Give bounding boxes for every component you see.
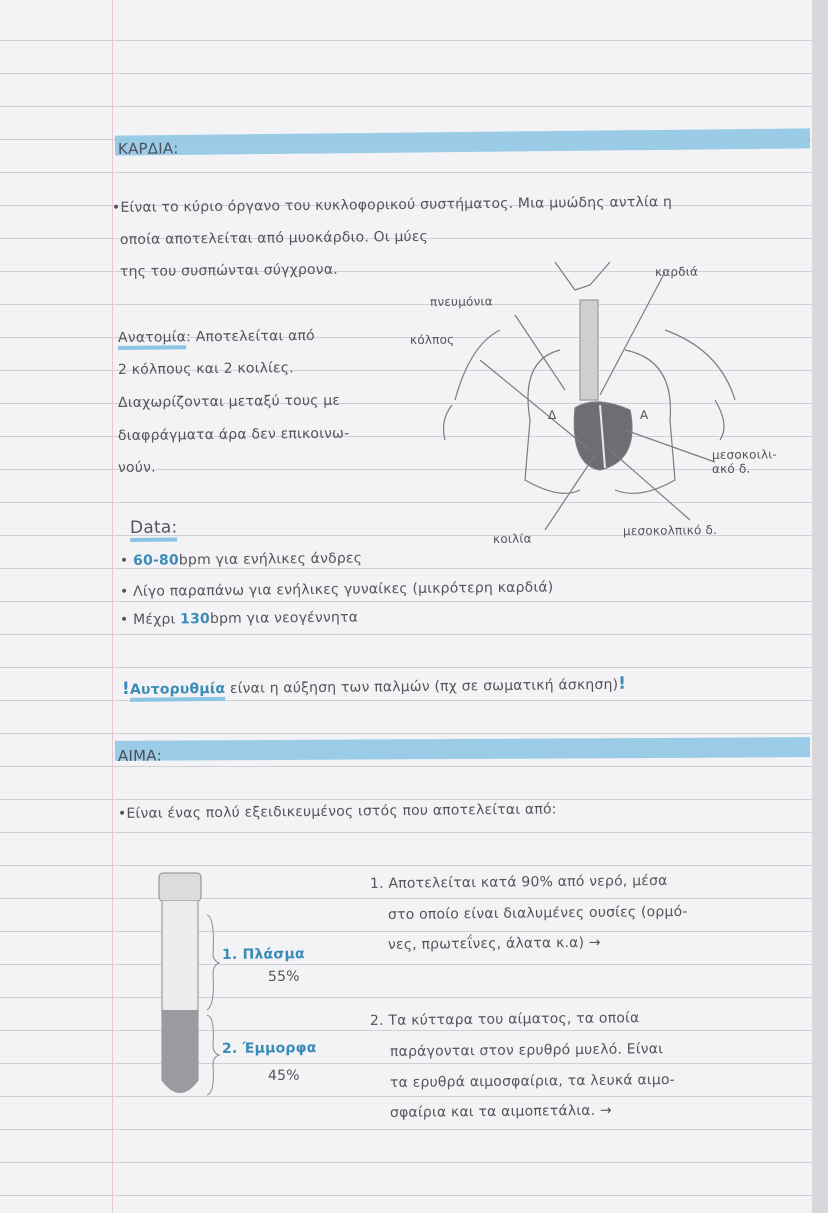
label-heart: καρδιά [654, 264, 699, 279]
formed-text-4: σφαίρια και τα αιμοπετάλια. → [389, 1102, 613, 1121]
component-formed-percent: 45% [267, 1067, 300, 1084]
data-text: bpm για νεογέννητα [209, 609, 359, 628]
anatomy-line-5: νούν. [117, 459, 156, 476]
heading-highlight [115, 737, 810, 761]
anatomy-line-2: 2 κόλπους και 2 κοιλίες. [117, 360, 294, 378]
data-highlight: 130 [180, 611, 211, 628]
anatomy-label: Ανατομία [118, 329, 186, 350]
anatomy-line-4: διαφράγματα άρα δεν επικοινω- [117, 425, 350, 444]
component-plasma-label [222, 946, 305, 963]
label-ventricle: κοιλία [492, 531, 532, 546]
data-highlight: 60-80 [133, 552, 179, 569]
formed-label: 2. Έμμορφα [221, 1040, 317, 1057]
formed-text-3: τα ερυθρά αιμοσφαίρια, τα λευκά αιμο- [389, 1072, 676, 1091]
note-term: Αυτορυθμία [130, 681, 226, 702]
intro-line-3: της του συσπώνται σύγχρονα. [119, 261, 338, 280]
label-left: Α [639, 407, 649, 422]
plasma-text-3: νες, πρωτεΐνες, άλατα κ.α) → [387, 934, 601, 953]
heart-diagram [0, 0, 828, 600]
anatomy-text: : Αποτελείται από [186, 327, 315, 346]
note-mark: ! [121, 678, 131, 699]
formed-text-1: 2. Τα κύτταρα του αίματος, τα οποία [369, 1010, 640, 1029]
label-right: Δ [547, 407, 557, 422]
formed-text-2: παράγονται στον ερυθρό μυελό. Είναι [389, 1041, 664, 1060]
label-atrium: κόλπος [409, 332, 455, 347]
heading-heart: ΚΑΡΔΙΑ: [117, 139, 179, 158]
component-formed-label [222, 1040, 317, 1057]
note-text: είναι η αύξηση των παλμών (πχ σε σωματική άσκηση) [225, 676, 619, 697]
test-tube-drawing [145, 865, 245, 1125]
blood-intro: •Είναι ένας πολύ εξειδικευμένος ιστός που αποτελείται από: [117, 801, 557, 822]
data-prefix: Μέχρι [133, 611, 181, 628]
data-text: Λίγο παραπάνω για ενήλικες γυναίκες (μικρότερη καρδιά) [133, 579, 554, 600]
label-lungs: πνευμόνια [429, 294, 493, 309]
plasma-label: 1. Πλάσμα [221, 946, 305, 963]
label-interatrial: μεσοκολπικό δ. [622, 523, 718, 538]
label-septum-1: μεσοκοιλι- [711, 447, 778, 462]
anatomy-line-3: Διαχωρίζονται μεταξύ τους με [117, 392, 341, 411]
heading-blood: ΑΙΜΑ: [117, 746, 163, 765]
data-item-1: • 60-80bpm για ενήλικες άνδρες [119, 550, 363, 569]
data-item-2: • Λίγο παραπάνω για ενήλικες γυναίκες (μικρότερη καρδιά) [119, 579, 554, 600]
component-plasma-percent: 55% [267, 968, 300, 985]
intro-line-1: •Είναι το κύριο όργανο του κυκλοφορικού συστήματος. Μια μυώδης αντλία η [111, 194, 673, 216]
intro-line-2: οποία αποτελείται από μυοκάρδιο. Οι μύες [119, 228, 429, 248]
note-end: ! [618, 673, 627, 694]
data-item-3: • Μέχρι 130bpm για νεογέννητα [119, 609, 359, 628]
label-septum-2: ακό δ. [711, 461, 751, 476]
data-label [130, 518, 178, 538]
data-label-text: Data: [130, 518, 178, 542]
data-text: bpm για ενήλικες άνδρες [178, 550, 363, 569]
plasma-text-1: 1. Αποτελείται κατά 90% από νερό, μέσα [369, 872, 668, 892]
plasma-text-2: στο οποίο είναι διαλυμένες ουσίες (ορμό- [387, 903, 688, 923]
